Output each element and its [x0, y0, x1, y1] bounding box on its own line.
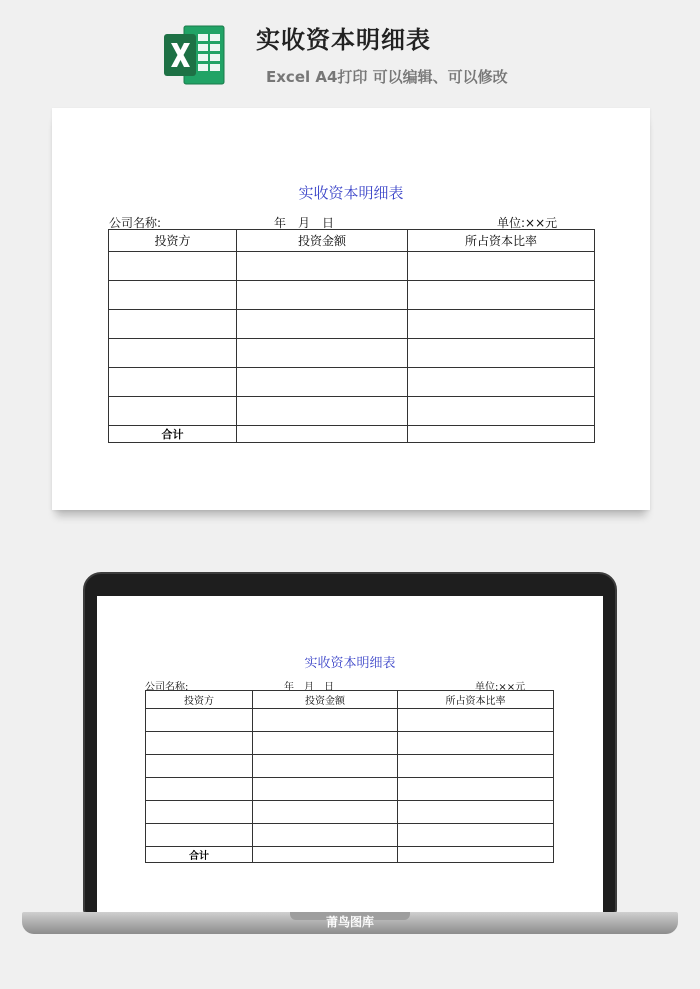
page-subtitle: Excel A4打印 可以编辑、可以修改	[266, 68, 508, 86]
table-cell[interactable]	[253, 847, 398, 863]
table-cell[interactable]	[253, 778, 398, 801]
column-header: 投资方	[146, 691, 253, 709]
date-label: 年 月 日	[274, 216, 335, 230]
unit-label: 单位:××元	[475, 682, 526, 693]
page-title: 实收资本明细表	[256, 26, 431, 54]
table-cell[interactable]	[253, 755, 398, 778]
table-cell[interactable]	[408, 426, 595, 443]
table-header-row	[146, 691, 554, 709]
table-cell[interactable]	[109, 339, 237, 368]
table-cell[interactable]	[398, 801, 554, 824]
table-cell[interactable]	[237, 281, 408, 310]
company-label: 公司名称:	[109, 216, 162, 230]
table-cell[interactable]	[398, 709, 554, 732]
laptop-mockup	[0, 570, 700, 989]
company-label: 公司名称:	[145, 682, 189, 693]
unit-label: 单位:××元	[497, 216, 558, 230]
table-cell[interactable]	[146, 824, 253, 847]
table-header-row	[109, 230, 595, 252]
table-cell[interactable]	[408, 368, 595, 397]
table-row	[109, 339, 595, 368]
total-row	[146, 847, 554, 863]
table-cell[interactable]	[109, 397, 237, 426]
table-cell[interactable]	[146, 732, 253, 755]
brand-label: 莆鸟图库	[325, 915, 374, 929]
table-cell[interactable]	[146, 709, 253, 732]
column-header: 所占资本比率	[398, 691, 554, 709]
header	[0, 0, 700, 100]
table-cell[interactable]	[408, 252, 595, 281]
table-cell[interactable]	[398, 732, 554, 755]
table-cell[interactable]	[109, 281, 237, 310]
column-header: 投资方	[109, 230, 237, 252]
table-cell[interactable]	[408, 281, 595, 310]
table-cell[interactable]	[237, 339, 408, 368]
table-row	[146, 732, 554, 755]
column-header: 投资金额	[237, 230, 408, 252]
table-cell[interactable]	[398, 778, 554, 801]
table-row	[146, 709, 554, 732]
table-cell[interactable]	[237, 426, 408, 443]
table-cell[interactable]	[253, 824, 398, 847]
table-cell[interactable]	[253, 801, 398, 824]
table-cell[interactable]	[253, 732, 398, 755]
capital-table	[145, 690, 554, 863]
table-cell[interactable]	[398, 824, 554, 847]
table-cell[interactable]	[109, 368, 237, 397]
table-cell[interactable]	[408, 310, 595, 339]
table-cell[interactable]	[109, 252, 237, 281]
table-cell[interactable]	[398, 847, 554, 863]
table-cell[interactable]	[237, 310, 408, 339]
table-cell[interactable]	[398, 755, 554, 778]
table-row	[146, 755, 554, 778]
column-header: 投资金额	[253, 691, 398, 709]
table-row	[109, 310, 595, 339]
table-row	[109, 397, 595, 426]
table-row	[109, 252, 595, 281]
table-cell[interactable]	[408, 339, 595, 368]
table-row	[109, 368, 595, 397]
table-row	[146, 778, 554, 801]
table-cell[interactable]	[237, 397, 408, 426]
sheet-title: 实收资本明细表	[298, 184, 404, 202]
sheet-title: 实收资本明细表	[304, 656, 396, 671]
table-cell[interactable]	[146, 755, 253, 778]
table-cell[interactable]	[408, 397, 595, 426]
column-header: 所占资本比率	[408, 230, 595, 252]
excel-icon	[162, 22, 228, 88]
total-label: 合计	[109, 426, 237, 443]
laptop-screen	[97, 596, 603, 912]
capital-table	[108, 229, 595, 443]
table-cell[interactable]	[253, 709, 398, 732]
table-row	[109, 281, 595, 310]
table-cell[interactable]	[146, 778, 253, 801]
table-cell[interactable]	[146, 801, 253, 824]
table-row	[146, 824, 554, 847]
total-row	[109, 426, 595, 443]
date-label: 年 月 日	[284, 682, 334, 693]
table-row	[146, 801, 554, 824]
table-cell[interactable]	[237, 368, 408, 397]
table-cell[interactable]	[237, 252, 408, 281]
total-label: 合计	[146, 847, 253, 863]
spreadsheet-preview	[52, 108, 650, 510]
table-cell[interactable]	[109, 310, 237, 339]
